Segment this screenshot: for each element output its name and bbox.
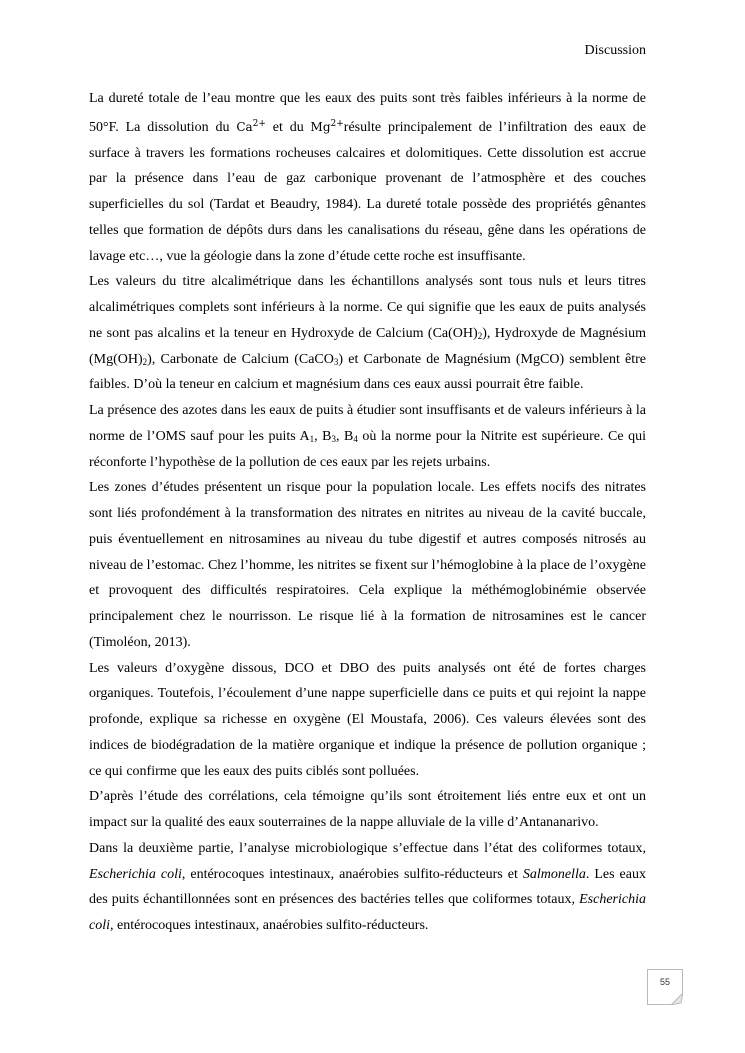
page-number-box: [647, 969, 683, 1005]
text-run: La dureté totale de l’eau montre que les eaux des puits sont très faibles inférieurs à la norme de 50°F. La dissolution du: [89, 91, 646, 135]
calcium-ion: $Ca^{2+}$: [236, 118, 266, 134]
paragraph-hardness: [89, 86, 646, 269]
paragraph-alkalinity: Les valeurs du titre alcalimétrique dans les échantillons analysés sont tous nuls et leurs titres alcalimétriques complets sont inférieurs à la norme. Ce qui signifie que les eaux de puits analysés ne sont pas alcalins et la teneur en Hydroxyde de Calcium $(Ca(OH)_2)$, Hydroxyde de Magnésium $(Mg(OH)_2)$, Carbonate de Calcium (CaCO$_3$) et Carbonate de Magnésium (MgCO) semblent être faibles. D’où la teneur en calcium et magnésium dans ces eaux aussi pourrait être faible.: [89, 274, 647, 393]
paragraph-nitrate-risk: Les zones d’études présentent un risque pour la population locale. Les effets nocifs des nitrates sont liés profondément à la transformation des nitrates en nitrites au niveau de la cavité buccale, puis éventuellement en nitrosamines au niveau du tube digestif et autres composés nitrosés au niveau de l’estomac. Chez l’homme, les nitrites se fixent sur l’hémoglobine à la place de l’oxygène et provoquent des difficultés respiratoires. Cela explique la méthémoglobinémie observée principalement chez le nourrisson. Le risque lié à la formation de nitrosamines est le cancer (Timoléon, 2013).: [89, 480, 646, 650]
text-run: et du: [265, 119, 311, 135]
running-header: Discussion: [584, 43, 646, 58]
page-curl-icon: [671, 993, 683, 1005]
magnesium-ion: $Mg^{2+}$: [310, 118, 344, 134]
body-text: [89, 86, 646, 939]
paragraph-microbiology: Dans la deuxième partie, l’analyse microbiologique s’effectue dans l’état des coliformes totaux, Escherichia coli, entérocoques intestinaux, anaérobies sulfito-réducteurs et Salmonella. Les eaux des puits échantillonnées sont en présences des bactéries telles que coliformes totaux, Escherichia coli, entérocoques intestinaux, anaérobies sulfito-réducteurs.: [89, 840, 646, 933]
paragraph-oxygen: Les valeurs d’oxygène dissous, DCO et DBO des puits analysés ont été de fortes charges organiques. Toutefois, l’écoulement d’une nappe superficielle dans ce puits et qui rejoint la nappe profonde, explique sa richesse en oxygène (El Moustafa, 2006). Ces valeurs élevées sont des indices de biodégradation de la matière organique et indique la présence de pollution organique ; ce qui confirme que les eaux des puits ciblés sont polluées.: [89, 660, 646, 779]
page-number: 55: [659, 977, 670, 987]
paragraph-nitrogen: La présence des azotes dans les eaux de puits à étudier sont insuffisants et de valeurs inférieurs à la norme de l’OMS sauf pour les puits $A_1$, $B_3$, $B_4$ où la norme pour la Nitrite est supérieure. Ce qui réconforte l’hypothèse de la pollution de ces eaux par les rejets urbains.: [89, 403, 646, 470]
paragraph-correlations: D’après l’étude des corrélations, cela témoigne qu’ils sont étroitement liés entre eux et ont un impact sur la qualité des eaux souterraines de la nappe alluviale de la ville d’Antananarivo.: [89, 789, 646, 830]
text-run: résulte principalement de l’infiltration des eaux de surface à travers les formations rocheuses calcaires et dolomitiques. Cette dissolution est accrue par la présence dans l’eau de gaz carbonique provenant de l’atmosphère et des couches superficielles du sol (Tardat et Beaudry, 1984). La dureté totale possède des propriétés gênantes telles que formation de dépôts durs dans les canalisations du réseau, gêne dans les opérations de lavage etc…, vue la géologie dans la zone d’étude cette roche est insuffisante.: [89, 119, 647, 264]
